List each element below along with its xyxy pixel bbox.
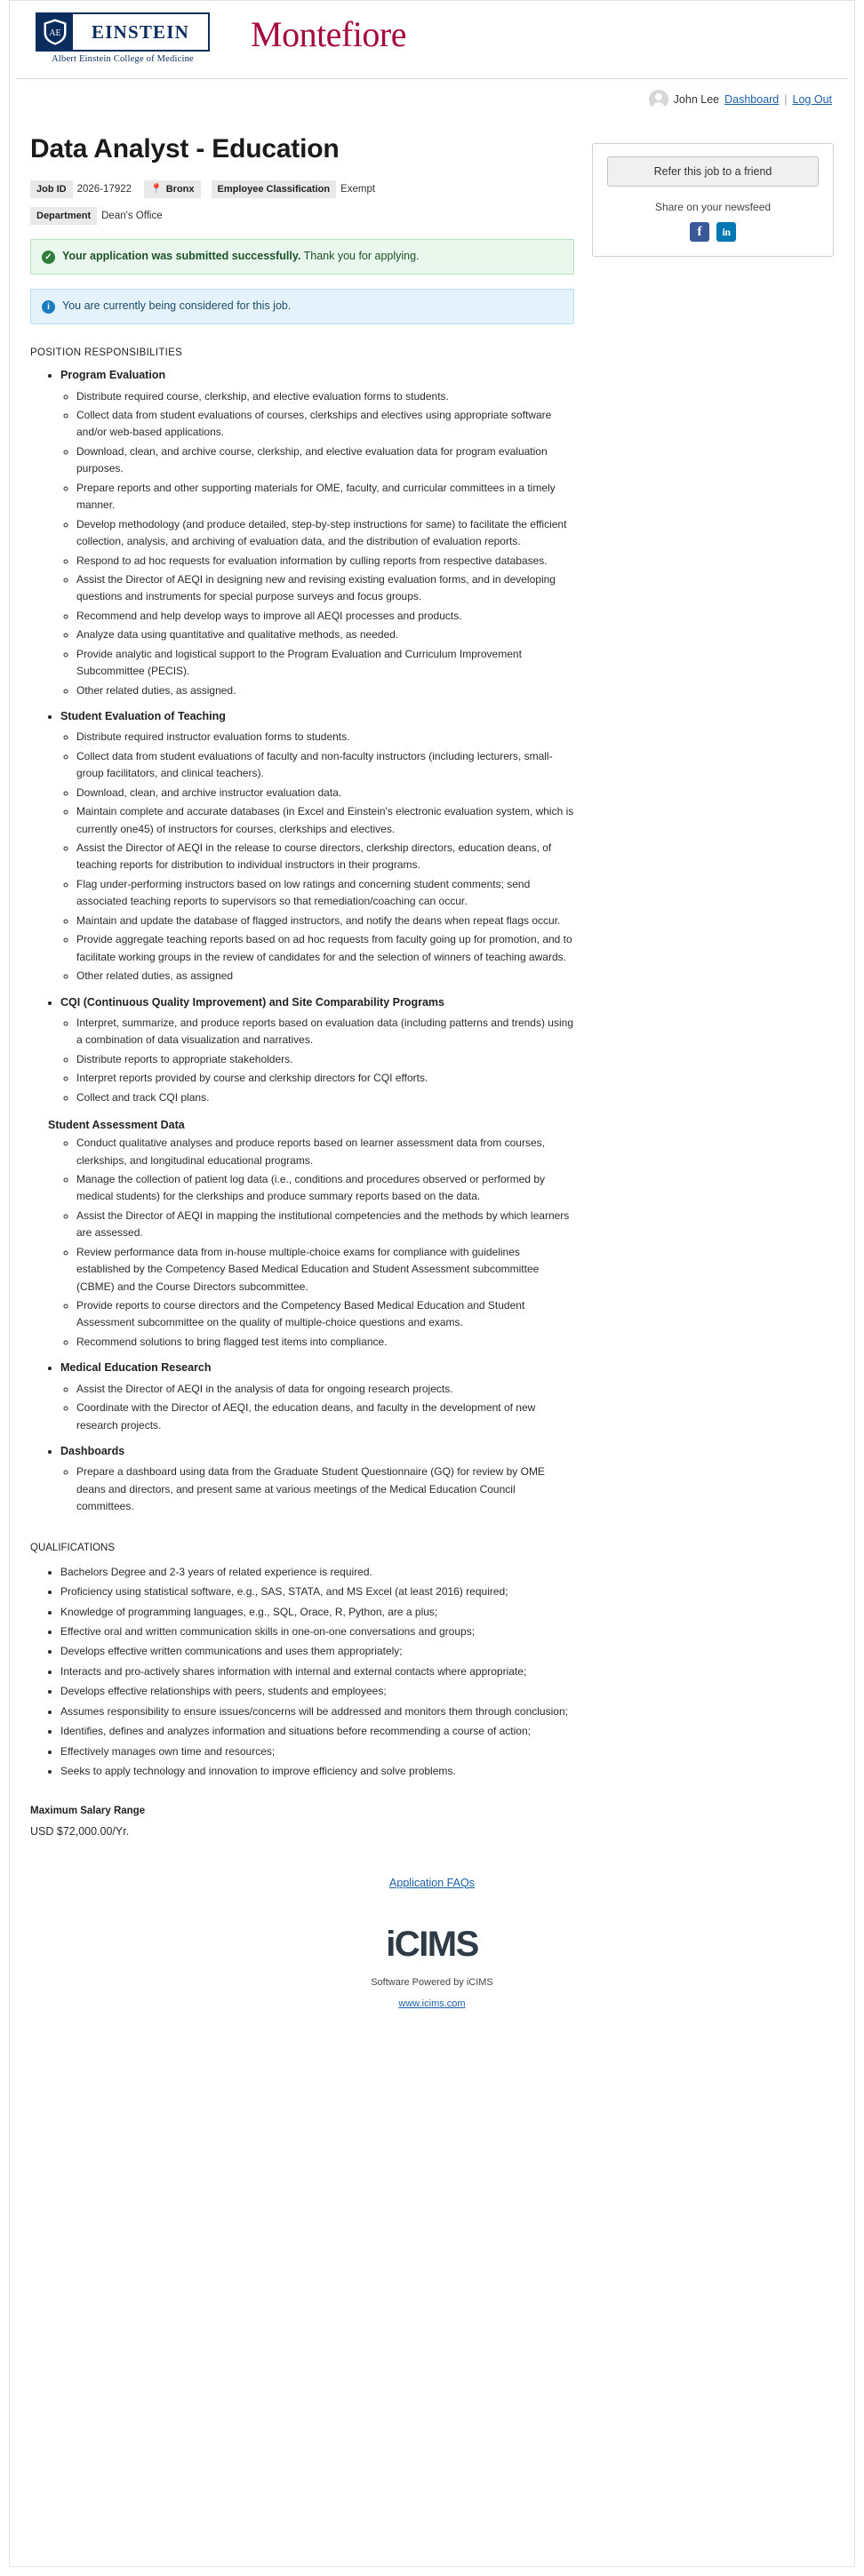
meta-department-label: Department: [30, 207, 97, 225]
group-items: [60, 729, 574, 985]
list-item: • Effectively manages own time and resources;: [60, 1743, 574, 1760]
list-item: ◦ Provide reports to course directors and the Competency Based Medical Education and Student Assessment subcommittee on the quality of multiple-choice questions and exams.: [76, 1297, 574, 1332]
meta-employee-classification-label: Employee Classification: [212, 180, 337, 198]
list-item: ◦ Assist the Director of AEQI in designing new and revising existing evaluation forms, and in developing questions and instruments for special purpose surveys and focus groups.: [76, 571, 574, 606]
list-item: • Develops effective relationships with peers, students and employees;: [60, 1683, 574, 1700]
share-icons: [607, 222, 819, 242]
group-items: [60, 1381, 574, 1434]
list-item: ◦ Interpret reports provided by course and clerkship directors for CQI efforts.: [76, 1070, 574, 1087]
page-title: Data Analyst - Education: [30, 134, 340, 163]
list-item: • Knowledge of programming languages, e.g., SQL, Orace, R, Python, are a plus;: [60, 1604, 574, 1621]
group-title: Medical Education Research: [60, 1361, 212, 1375]
list-item: ◦ Download, clean, and archive instructor evaluation data.: [76, 785, 574, 802]
list-item: ◦ Other related duties, as assigned: [76, 968, 574, 985]
refer-job-button[interactable]: Refer this job to a friend: [607, 156, 819, 187]
meta-job-id-value: 2026-17922: [76, 184, 132, 195]
einstein-wordmark: EINSTEIN: [73, 14, 208, 50]
powered-by-text: Software Powered by iCIMS: [371, 1976, 493, 1988]
einstein-logo[interactable]: [36, 12, 210, 64]
list-item: • Proficiency using statistical software, e.g., SAS, STATA, and MS Excel (at least 2016) required;: [60, 1583, 574, 1600]
user-session-bar: [0, 79, 864, 118]
shield-icon: [37, 14, 73, 50]
group-items: [60, 1463, 574, 1515]
list-item: ◦ Collect data from student evaluations of faculty and non-faculty instructors (including lecturers, small-group facilitators, and clinical teachers).: [76, 748, 574, 783]
list-item: ◦ Collect and track CQI plans.: [76, 1089, 574, 1106]
linkedin-icon[interactable]: in: [716, 222, 736, 242]
meta-employee-classification-value: Exempt: [340, 184, 376, 195]
list-item: ◦ Respond to ad hoc requests for evaluation information by culling reports from respective databases.: [76, 553, 574, 570]
list-item: ◦ Maintain complete and accurate databases (in Excel and Einstein's electronic evaluation system, which is currently one45) of instructors for courses, clerkships and electives.: [76, 803, 574, 838]
logout-link[interactable]: Log Out: [792, 93, 832, 106]
salary-heading: Maximum Salary Range: [30, 1805, 146, 1816]
list-item: • Interacts and pro-actively shares information with internal and external contacts where appropriate;: [60, 1663, 574, 1680]
list-item: ◦ Review performance data from in-house multiple-choice exams for compliance with guidelines established by the Competency Based Medical Education and Student Assessment subcommittee (CBME) and the Course Directors subcommittee.: [76, 1244, 574, 1296]
share-panel: [592, 143, 834, 257]
list-item: ◦ Assist the Director of AEQI in the release to course directors, clerkship directors, education deans, of teaching reports for distribution to individual instructors in their programs.: [76, 840, 574, 874]
responsibility-group: [60, 1360, 574, 1434]
branding-header: [0, 0, 864, 78]
list-item: ◦ Provide aggregate teaching reports based on ad hoc requests from faculty going up for promotion, and to facilitate working groups in the review of candidates for and the selection of winners of teaching awards.: [76, 931, 574, 966]
avatar: [649, 90, 668, 109]
list-item: • Bachelors Degree and 2-3 years of related experience is required.: [60, 1564, 574, 1581]
list-item: ◦ Other related duties, as assigned.: [76, 682, 574, 699]
responsibilities-heading: POSITION RESPONSIBILITIES: [30, 347, 183, 359]
meta-employee-classification: [212, 180, 378, 198]
meta-job-id: [30, 180, 133, 198]
einstein-subtitle: Albert Einstein College of Medicine: [52, 54, 194, 64]
icims-logo: iCIMS: [386, 1924, 478, 1964]
list-item: ◦ Manage the collection of patient log data (i.e., conditions and procedures observed or performed by medical students) for the clerkships and produce summary reports based on the data.: [76, 1171, 574, 1206]
responsibilities-list-tail: [48, 1360, 574, 1515]
application-faqs-link[interactable]: Application FAQs: [389, 1876, 475, 1889]
responsibilities-list: [48, 367, 574, 1106]
list-item: ◦ Maintain and update the database of flagged instructors, and notify the deans when repeat flags occur.: [76, 913, 574, 929]
group-items: [60, 388, 574, 699]
meta-location: [144, 180, 200, 198]
location-pin-icon: 📍: [150, 184, 163, 195]
responsibility-group: [60, 1443, 574, 1516]
list-item: ◦ Analyze data using quantitative and qualitative methods, as needed.: [76, 626, 574, 643]
list-item: ◦ Recommend solutions to bring flagged test items into compliance.: [76, 1334, 574, 1351]
montefiore-logo[interactable]: Montefiore: [251, 14, 406, 54]
list-item: ◦ Flag under-performing instructors based on low ratings and concerning student comments; send associated teaching reports to supervisors so that remediation/coaching can occur.: [76, 876, 574, 911]
list-item: ◦ Collect data from student evaluations of courses, clerkships and electives using appropriate software and/or web-based applications.: [76, 407, 574, 442]
consideration-info-alert: [30, 289, 574, 324]
qualifications-list: [48, 1564, 574, 1781]
check-circle-icon: ✓: [42, 251, 55, 264]
application-success-alert: [30, 239, 574, 275]
job-meta-row-2: [30, 207, 574, 225]
einstein-badge: [36, 12, 210, 52]
info-alert-text: You are currently being considered for this job.: [62, 299, 292, 313]
list-item: ◦ Coordinate with the Director of AEQI, the education deans, and faculty in the development of new research projects.: [76, 1400, 574, 1434]
user-name: John Lee: [673, 93, 720, 106]
list-item: • Develops effective written communications and uses them appropriately;: [60, 1643, 574, 1660]
page-footer: [0, 1875, 864, 2046]
list-item: ◦ Assist the Director of AEQI in mapping the institutional competencies and the methods by which learners are assessed.: [76, 1208, 574, 1242]
list-item: • Assumes responsibility to ensure issues/concerns will be addressed and monitors them through conclusion;: [60, 1703, 574, 1720]
meta-department: [30, 207, 164, 225]
share-label: Share on your newsfeed: [654, 201, 772, 213]
icims-url-link[interactable]: www.icims.com: [398, 1998, 466, 2009]
group-items: [60, 1015, 574, 1106]
list-item: ◦ Prepare reports and other supporting materials for OME, faculty, and curricular committees in a timely manner.: [76, 480, 574, 514]
content-wrapper: [0, 118, 864, 1845]
list-item: • Seeks to apply technology and innovation to improve efficiency and solve problems.: [60, 1763, 574, 1780]
group-title: Program Evaluation: [60, 369, 166, 382]
success-alert-rest: Thank you for applying.: [300, 250, 420, 263]
side-column: [592, 131, 834, 1845]
group-title: Dashboards: [60, 1445, 125, 1457]
group-title: Student Evaluation of Teaching: [60, 710, 226, 722]
list-item: ◦ Provide analytic and logistical support to the Program Evaluation and Curriculum Improvement Subcommittee (PECIS).: [76, 646, 574, 681]
meta-job-id-label: Job ID: [30, 180, 73, 198]
list-item: ◦ Download, clean, and archive course, clerkship, and elective evaluation data for program evaluation purposes.: [76, 443, 574, 478]
responsibility-group: [60, 708, 574, 985]
student-assessment-items: [60, 1135, 574, 1351]
success-alert-bold: Your application was submitted successfully.: [62, 250, 301, 263]
responsibility-group: [60, 367, 574, 699]
svg-text:AE: AE: [49, 28, 61, 38]
qualifications-heading: QUALIFICATIONS: [30, 1542, 115, 1553]
list-item: ◦ Distribute required course, clerkship, and elective evaluation forms to students.: [76, 388, 574, 405]
meta-location-label: [144, 180, 200, 198]
info-circle-icon: i: [42, 300, 55, 314]
dashboard-link[interactable]: Dashboard: [724, 93, 780, 106]
job-meta-row-1: [30, 180, 574, 198]
list-item: ◦ Distribute reports to appropriate stakeholders.: [76, 1051, 574, 1068]
student-assessment-heading: Student Assessment Data: [48, 1119, 185, 1132]
list-item: ◦ Prepare a dashboard using data from the Graduate Student Questionnaire (GQ) for review by OME deans and directors, and present same at various meetings of the Medical Education Council committees.: [76, 1463, 574, 1515]
list-item: • Effective oral and written communication skills in one-on-one conversations and groups;: [60, 1623, 574, 1640]
list-item: ◦ Interpret, summarize, and produce reports based on evaluation data (including patterns and trends) using a combination of data visualization and narratives.: [76, 1015, 574, 1049]
list-item: ◦ Develop methodology (and produce detailed, step-by-step instructions for same) to facilitate the efficient collection, analysis, and archiving of evaluation data, and the distribution of evaluation reports.: [76, 516, 574, 551]
list-item: ◦ Recommend and help develop ways to improve all AEQI processes and products.: [76, 608, 574, 625]
list-item: • Identifies, defines and analyzes information and situations before recommending a course of action;: [60, 1723, 574, 1740]
main-column: [30, 131, 574, 1845]
meta-location-value: Bronx: [165, 184, 195, 195]
salary-value: USD $72,000.00/Yr.: [30, 1824, 130, 1838]
meta-department-value: Dean's Office: [101, 211, 163, 222]
group-title: CQI (Continuous Quality Improvement) and Site Comparability Programs: [60, 995, 445, 1009]
facebook-icon[interactable]: f: [690, 222, 709, 242]
list-item: ◦ Assist the Director of AEQI in the analysis of data for ongoing research projects.: [76, 1381, 574, 1398]
responsibility-group: [60, 994, 574, 1107]
list-item: ◦ Conduct qualitative analyses and produce reports based on learner assessment data from courses, clerkships, and longitudinal educational programs.: [76, 1135, 574, 1169]
user-bar-separator: |: [784, 93, 788, 106]
list-item: ◦ Distribute required instructor evaluation forms to students.: [76, 729, 574, 746]
